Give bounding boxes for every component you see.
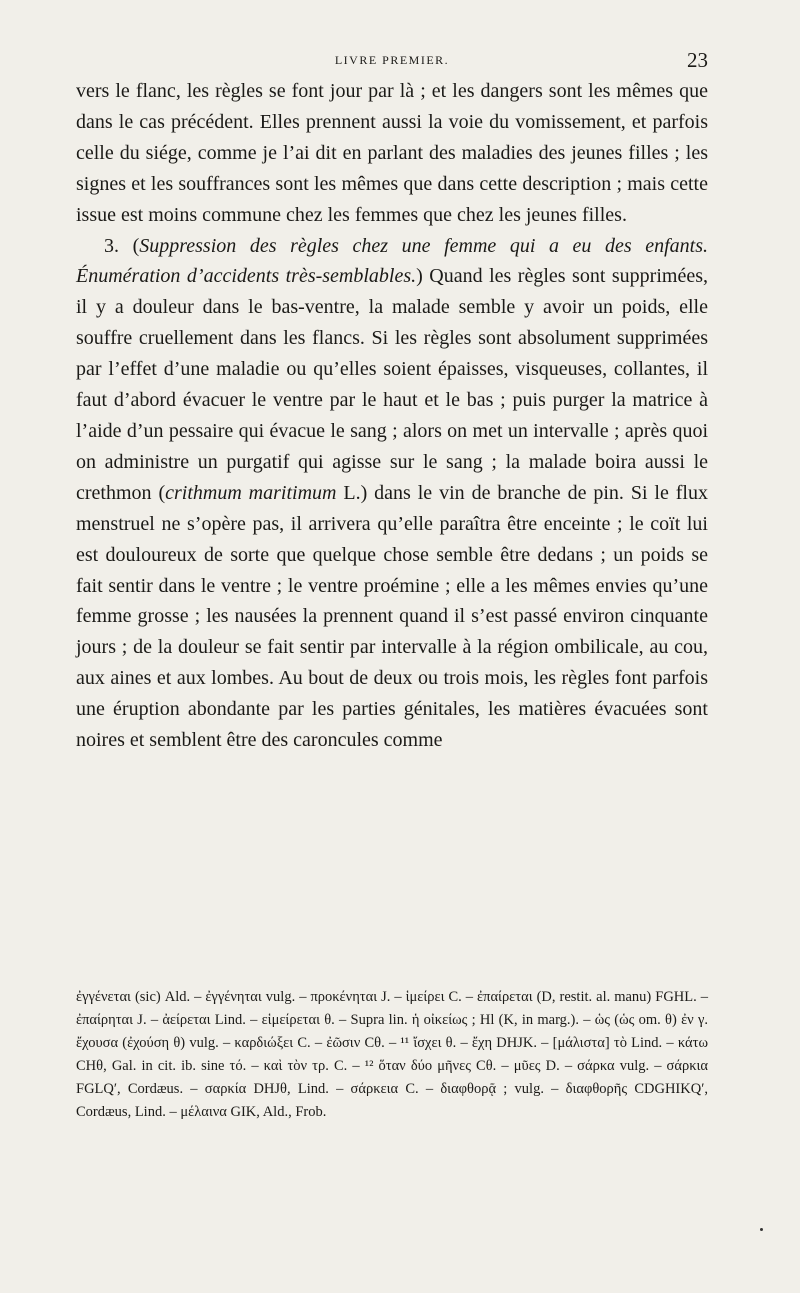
section-title: Suppression des règles chez une femme qui a eu des enfants. Énumération d’accidents très-semblables. [76, 234, 708, 288]
main-text [76, 76, 708, 756]
running-title: LIVRE PREMIER. [334, 53, 450, 67]
paragraph-continuation: vers le flanc, les règles se font jour par là ; et les dangers sont les mêmes que dans le cas précédent. Elles prennent aussi la voie du vomissement, et parfois celle du siége, comme je l’ai dit en parlant des maladies des jeunes filles ; les signes et les souffrances sont les mêmes que dans cette description ; mais cette issue est moins commune chez les femmes que chez les jeunes filles. [76, 80, 708, 226]
section-number: 3. ( [104, 234, 140, 257]
variant-readings: ἐγγένεται (sic) Ald. – ἐγγένηται vulg. – προκένηται J. – ἱμείρει C. – ἐπαίρεται (D, restit. al. manu) FGHL. – ἐπαίρηται J. – ἀείρεται Lind. – εἱμείρεται θ. – Supra lin. ἡ οἰκείως ; Hl (K, in marg.). – ὡς (ὡς om. θ) ἐν γ. ἔχουσα (ἐχούση θ) vulg. – καρδιώξει C. – ἐῶσιν Cθ. – ¹¹ ἴσχει θ. – ἔχη DHJK. – [μάλιστα] τὸ Lind. – κάτω CHθ, Gal. in cit. ib. sine τό. – καὶ τὸν τρ. C. – ¹² ὅταν δύο μῆνες Cθ. – μῦες D. – σάρκα vulg. – σάρκια FGLQ′, Cordæus. – σαρκία DHJθ, Lind. – σάρκεια C. – διαφθορᾷ ; vulg. – διαφθορῆς CDGHIKQ′, Cordæus, Lind. – μέλαινα GIK, Ald., Frob. [76, 989, 708, 1120]
page-number: 23 [687, 48, 708, 72]
page-header [76, 48, 708, 74]
speck-mark [760, 1228, 763, 1231]
paragraph-section-3 [76, 231, 708, 756]
critical-apparatus [76, 986, 708, 1123]
latin-plant-name: crithmum maritimum [165, 481, 337, 504]
section-text-part-1: ) Quand les règles sont supprimées, il y a douleur dans le bas-ventre, la malade semble y avoir un poids, elle souffre cruellement dans les flancs. Si les règles sont absolument supprimées par l’effet d’une maladie ou qu’elles soient épaisses, visqueuses, collantes, il faut d’abord évacuer le ventre par le haut et le bas ; puis purger la matrice à l’aide d’un pessaire qui évacue le sang ; alors on met un intervalle ; après quoi on administre un purgatif qui agisse sur le sang ; la malade boira aussi le crethmon ( [76, 265, 708, 504]
section-text-part-2: L.) dans le vin de branche de pin. Si le flux menstruel ne s’opère pas, il arrivera qu’elle paraîtra être enceinte ; le coït lui est douloureux de sorte que quelque chose semble être dedans ; un poids se fait sentir dans le ventre ; le ventre proémine ; elle a les mêmes envies qu’une femme grosse ; les nausées la prennent quand il s’est passé environ cinquante jours ; de la douleur se fait sentir par intervalle à la région ombilicale, au cou, aux aines et aux lombes. Au bout de deux ou trois mois, les règles font parfois une éruption abondante par les parties génitales, les matières évacuées sont noires et semblent être des caroncules comme [76, 481, 708, 752]
